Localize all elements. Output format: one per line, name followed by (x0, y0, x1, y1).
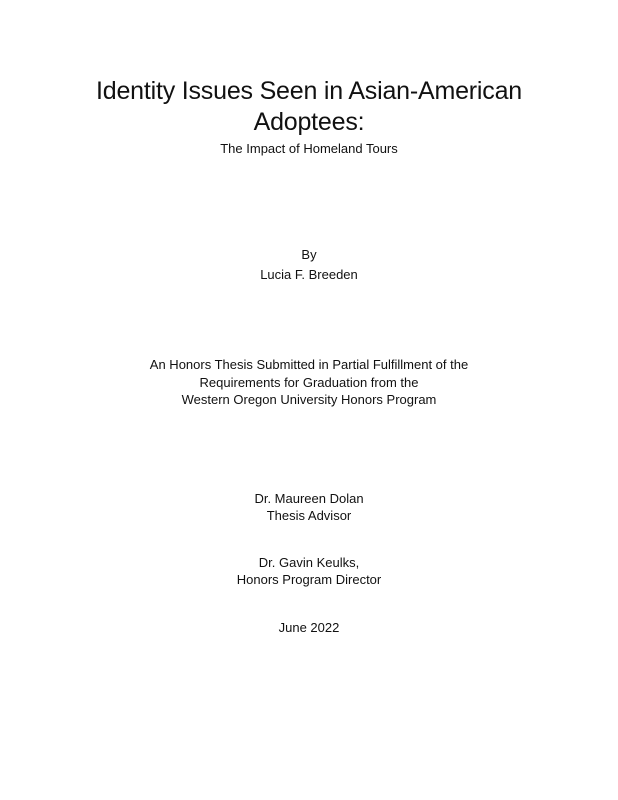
submission-statement-line-2: Requirements for Graduation from the (199, 375, 419, 390)
advisor-name: Dr. Maureen Dolan (254, 491, 364, 506)
byline-label: By (301, 247, 317, 262)
submission-date: June 2022 (278, 620, 340, 635)
thesis-title-line-2: Adoptees: (253, 108, 365, 136)
submission-statement-line-1: An Honors Thesis Submitted in Partial Fulfillment of the (149, 357, 469, 372)
director-role: Honors Program Director (236, 572, 382, 587)
author-name: Lucia F. Breeden (260, 267, 358, 282)
thesis-title-line-1: Identity Issues Seen in Asian-American (96, 77, 522, 105)
submission-statement-line-3: Western Oregon University Honors Program (181, 392, 437, 407)
director-name: Dr. Gavin Keulks, (258, 555, 360, 570)
advisor-role: Thesis Advisor (266, 508, 352, 523)
thesis-subtitle: The Impact of Homeland Tours (220, 141, 398, 156)
